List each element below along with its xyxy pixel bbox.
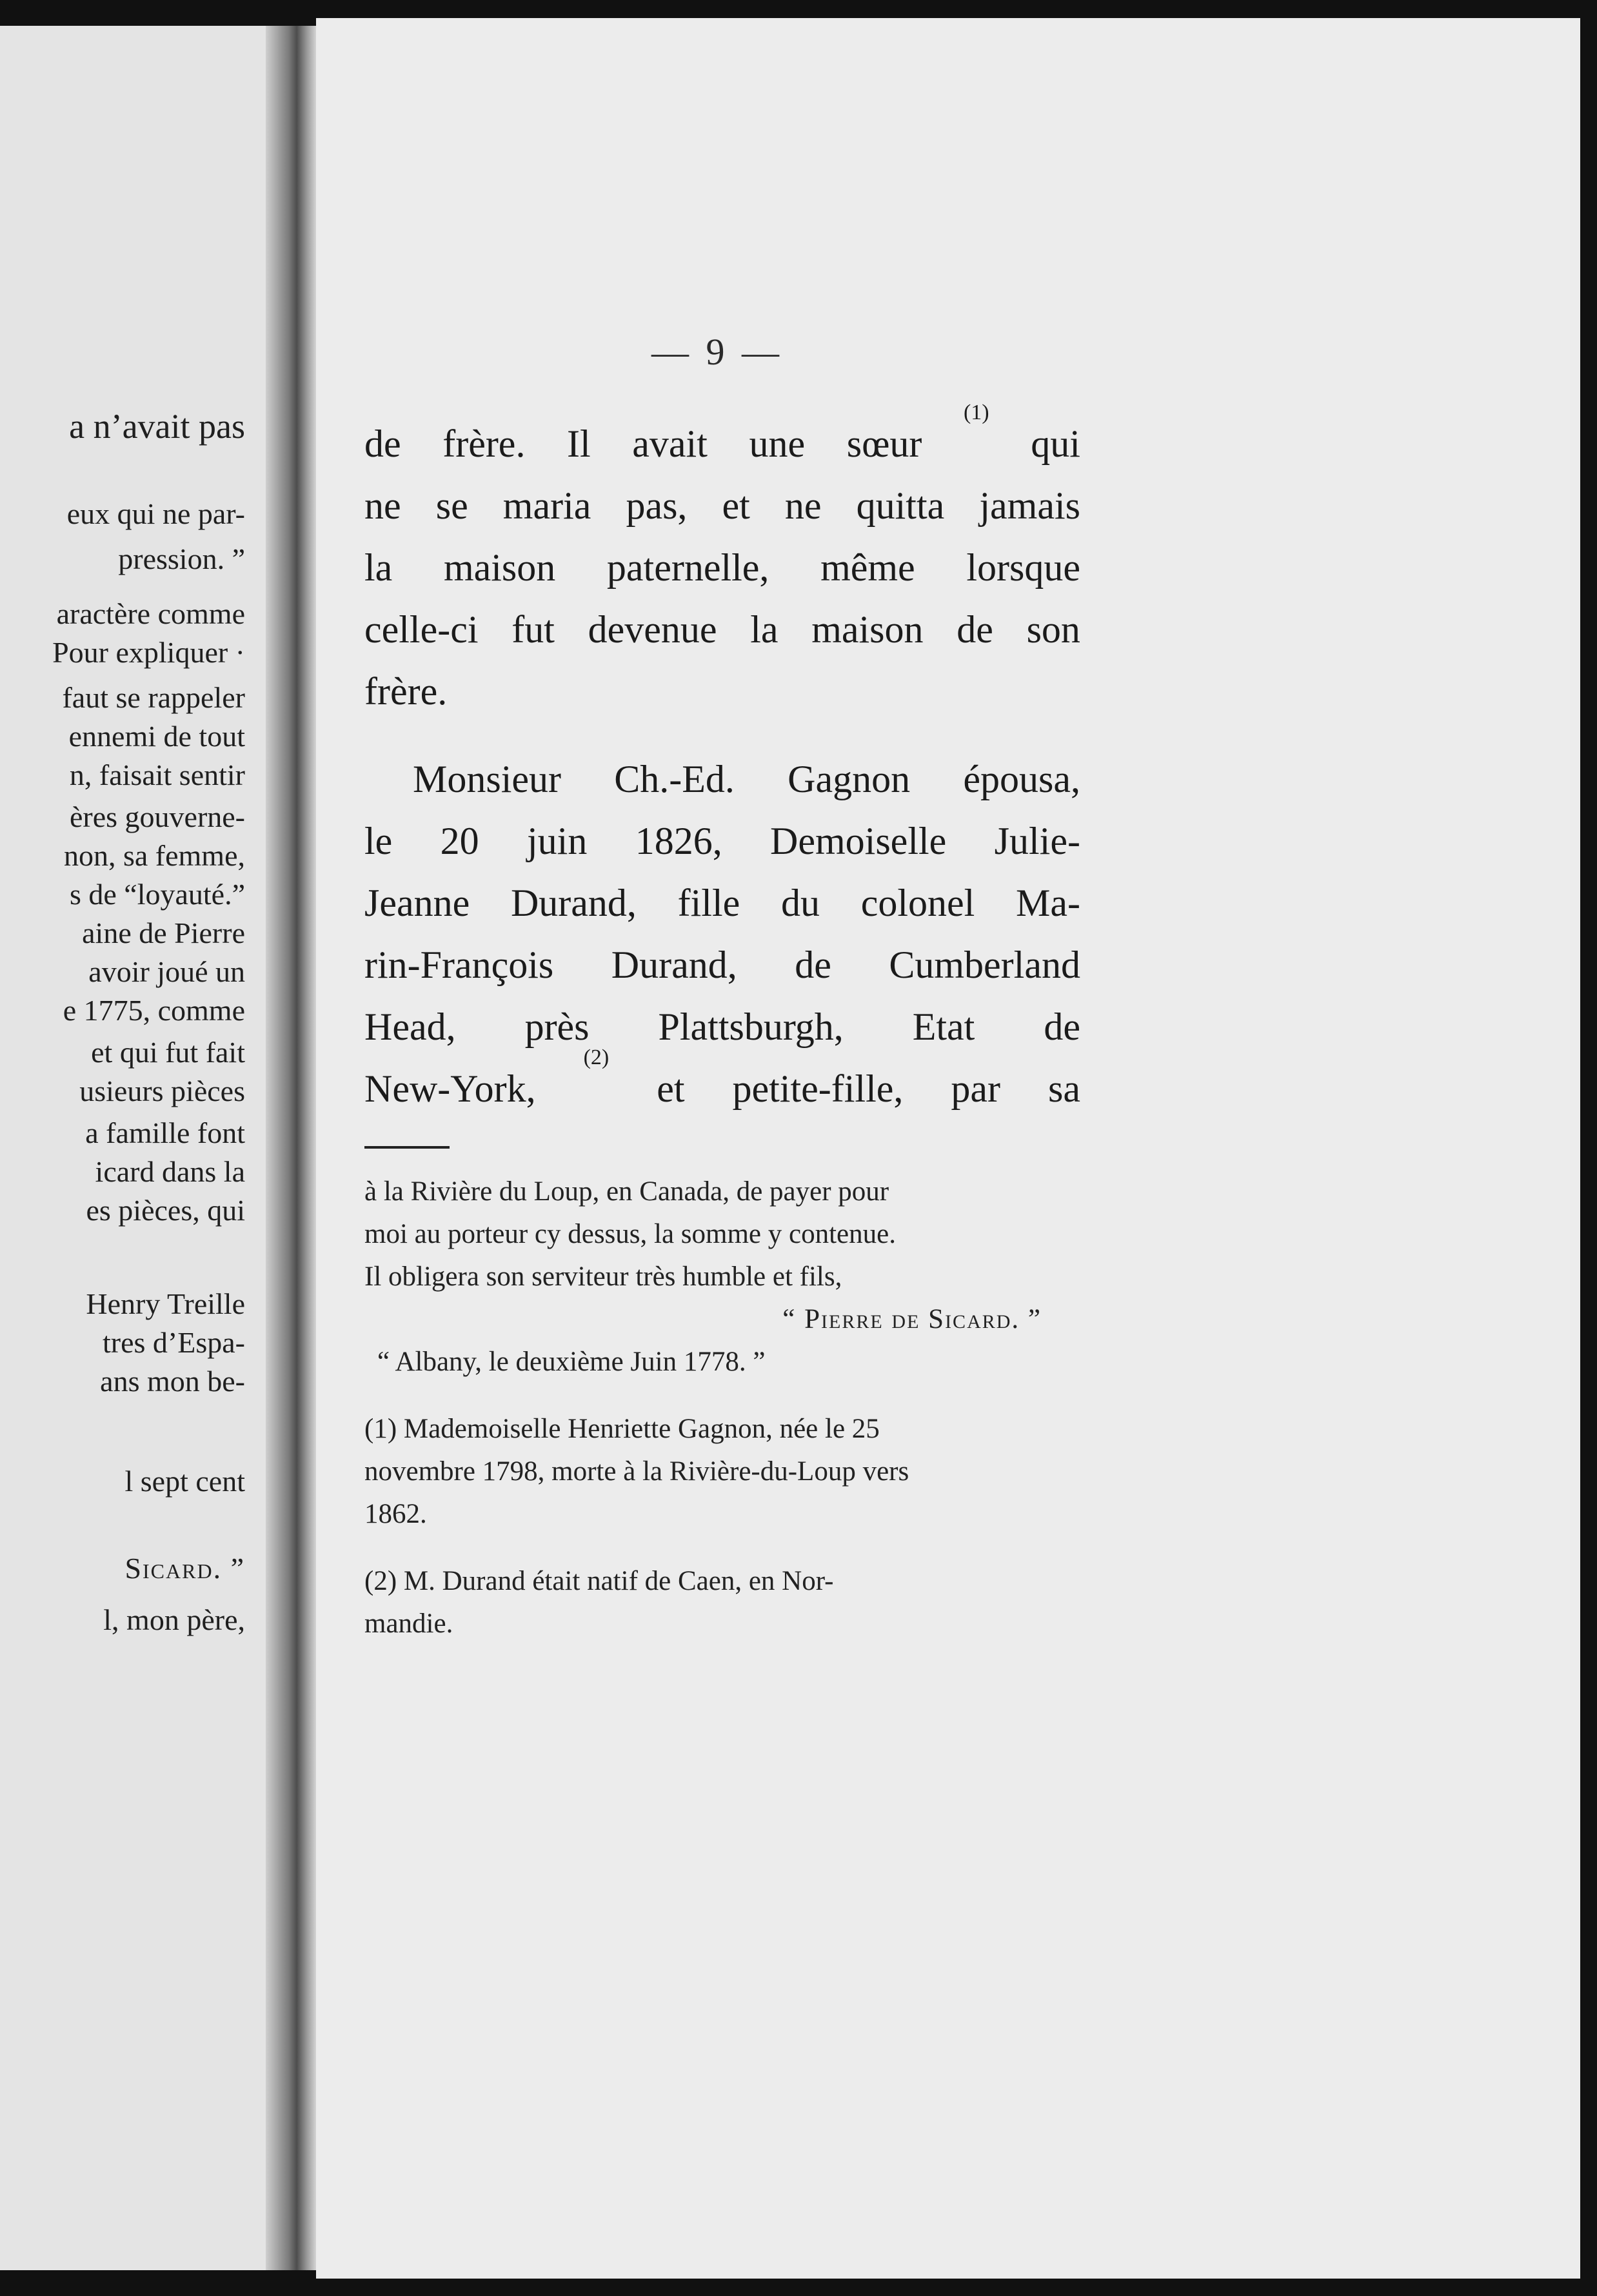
word: maison [443,546,556,589]
body-line [364,748,1080,810]
word: Julie- [994,820,1080,862]
body-line [364,660,1080,722]
word: qui [1031,422,1080,465]
word: de [957,608,993,651]
word: sa [1047,1067,1080,1110]
word: fut [511,608,555,651]
word: maria [502,484,591,527]
previous-page-line: e 1775, comme [63,994,245,1027]
word: Monsieur [413,758,561,800]
word: colonel [860,882,975,924]
word: le [364,820,393,862]
word: celle-ci [364,608,479,651]
previous-page-line: aractère comme [56,597,245,630]
body-line [364,872,1080,934]
word: la [750,608,779,651]
word: de [795,944,831,986]
footnote-gap [364,1383,1080,1408]
word: Cumberland [889,944,1080,986]
previous-page-line: ennemi de tout [68,720,245,753]
word: frère. [442,422,526,465]
footnote-line: “ Pierre de Sicard. ” [782,1304,1042,1334]
word: la [364,546,393,589]
previous-page-line: a famille font [85,1116,245,1149]
word: Etat [912,1005,975,1048]
previous-page-line: et qui fut fait [91,1036,245,1069]
word: juin [527,820,588,862]
body-line [364,1045,1080,1120]
previous-page-line: s de “loyauté.” [69,878,245,911]
previous-page-line: n, faisait sentir [69,758,245,791]
previous-page-line: tres d’Espa- [103,1326,245,1359]
word: lorsque [966,546,1080,589]
word: de [364,422,401,465]
word: jamais [979,484,1080,527]
footnote-line: Il obligera son serviteur très humble et fils, [364,1262,842,1292]
word: Jeanne [364,882,470,924]
previous-page-line: usieurs pièces [79,1074,245,1107]
footnote-ref: (1) [963,401,989,424]
word: ne [784,484,822,527]
word: fille [677,882,740,924]
page-number: — 9 — [651,331,783,373]
previous-page-line: aine de Pierre [82,916,245,949]
footnote-line: (1) Mademoiselle Henriette Gagnon, née le 25 [364,1414,880,1444]
word: New-York, [364,1067,536,1110]
previous-page-line: Sicard. ” [124,1552,245,1585]
paragraph-gap [364,722,1080,748]
word: maison [811,608,924,651]
footnote-line: mandie. [364,1608,453,1639]
word: pas, [626,484,688,527]
body-line [364,475,1080,537]
body-line [364,599,1080,660]
footnote-line: 1862. [364,1499,427,1529]
previous-page-line: Henry Treille [86,1287,245,1320]
previous-page-line: icard dans la [95,1155,245,1188]
footnotes [364,1171,1080,1645]
word: petite-fille, [732,1067,904,1110]
book-gutter [266,26,317,2270]
previous-page-line: l, mon père, [103,1603,245,1636]
previous-page-line: ans mon be- [100,1365,245,1398]
word: se [435,484,468,527]
word: Gagnon [788,758,911,800]
word: Durand, [510,882,637,924]
previous-page-line: ères gouverne- [69,800,245,833]
body-line [364,996,1080,1058]
previous-page-line: Pour expliquer · [52,636,245,669]
word: Durand, [611,944,737,986]
word: épousa, [963,758,1080,800]
previous-page-line: non, sa femme, [63,839,245,872]
word: 20 [440,820,479,862]
body-line [364,537,1080,599]
word: par [951,1067,1000,1110]
previous-page-line: l sept cent [124,1465,245,1498]
word: même [820,546,915,589]
footnote-line: novembre 1798, morte à la Rivière-du-Loup vers [364,1456,909,1487]
body-line [364,934,1080,996]
word: de [1044,1005,1080,1048]
footnote-line: (2) M. Durand était natif de Caen, en Nor- [364,1566,834,1596]
word: Head, [364,1005,456,1048]
word: sœur [846,422,922,465]
word: une [749,422,806,465]
word: Demoiselle [770,820,947,862]
word: son [1026,608,1080,651]
word: Ch.-Ed. [614,758,735,800]
previous-page-line: a n’avait pas [69,407,245,446]
footnote-gap [364,1536,1080,1560]
word: paternelle, [606,546,769,589]
word: 1826, [635,820,722,862]
body-line [364,810,1080,872]
body-text [364,401,1080,1120]
word: frère. [364,670,448,713]
word: du [780,882,820,924]
word: Ma- [1016,882,1080,924]
word: près [524,1005,590,1048]
footnote-line: moi au porteur cy dessus, la somme y contenue. [364,1219,896,1249]
word: devenue [588,608,717,651]
body-line [364,401,1080,475]
previous-page-line: eux qui ne par- [66,497,245,530]
word: Plattsburgh, [658,1005,844,1048]
word: quitta [856,484,945,527]
footnote-line: à la Rivière du Loup, en Canada, de payer pour [364,1176,889,1207]
current-page [316,18,1580,2279]
previous-page-line: es pièces, qui [86,1194,245,1227]
word: Il [567,422,591,465]
previous-page-line: avoir joué un [88,955,245,988]
footnote-line: “ Albany, le deuxième Juin 1778. ” [377,1347,766,1377]
word: rin-François [364,944,554,986]
word: avait [632,422,708,465]
footnote-ref: (2) [583,1045,610,1069]
previous-page-line: pression. ” [118,542,245,575]
word: ne [364,484,401,527]
previous-page-line: faut se rappeler [62,681,245,714]
word: et [657,1067,685,1110]
word: et [722,484,750,527]
previous-page-fragment [0,26,271,2270]
footnote-rule [364,1146,450,1149]
